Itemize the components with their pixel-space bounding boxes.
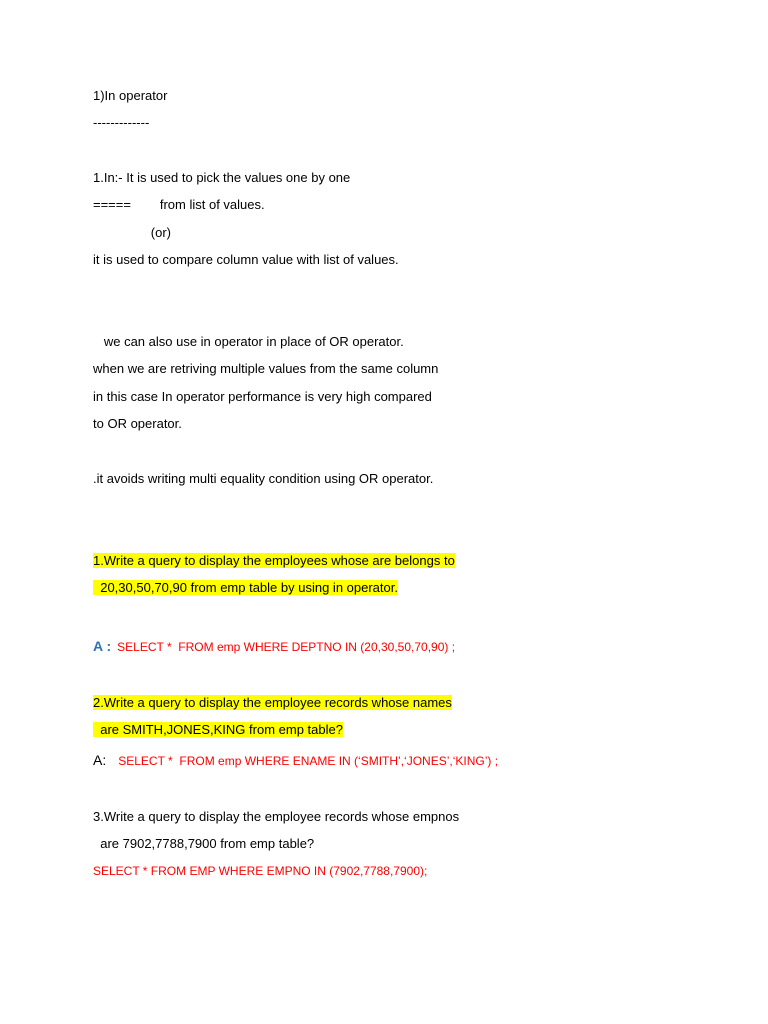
question-2-text-2: are SMITH,JONES,KING from emp table? — [93, 722, 343, 737]
question-2-line-1 — [93, 695, 452, 711]
question-3-line-1: 3.Write a query to display the employee records whose empnos — [93, 809, 460, 824]
answer-2-label: A: — [93, 752, 107, 768]
definition-line-3: it is used to compare column value with list of values. — [93, 252, 399, 267]
definition-line-1: 1.In:- It is used to pick the values one by one — [93, 170, 351, 185]
definition-or: (or) — [93, 225, 172, 240]
definition-line-2: ===== from list of values. — [93, 197, 265, 212]
answer-1 — [93, 638, 455, 655]
answer-3 — [93, 863, 427, 879]
question-2-line-2 — [93, 722, 343, 738]
answer-2 — [93, 752, 498, 769]
question-3-line-2: are 7902,7788,7900 from emp table? — [93, 836, 315, 851]
note-line-1: we can also use in operator in place of OR operator. — [93, 334, 404, 349]
answer-1-label: A : — [93, 638, 112, 654]
answer-1-sql: SELECT * FROM emp WHERE DEPTNO IN (20,30,50,70,90) ; — [117, 640, 456, 654]
question-1-line-2 — [93, 580, 398, 596]
note-line-2: when we are retriving multiple values from the same column — [93, 361, 439, 376]
answer-3-sql: SELECT * FROM EMP WHERE EMPNO IN (7902,7788,7900); — [93, 864, 428, 878]
note-line-4: to OR operator. — [93, 416, 182, 431]
section-title: 1)In operator — [93, 88, 168, 103]
title-underline: ------------- — [93, 115, 150, 130]
note-line-3: in this case In operator performance is very high compared — [93, 389, 432, 404]
question-1-text-2: 20,30,50,70,90 from emp table by using in operator. — [93, 580, 398, 595]
question-1-text-1: 1.Write a query to display the employees whose are belongs to — [93, 553, 455, 568]
question-2-text-1: 2.Write a query to display the employee records whose names — [93, 695, 452, 710]
note-line-5: .it avoids writing multi equality condition using OR operator. — [93, 471, 434, 486]
question-1-line-1 — [93, 553, 455, 569]
answer-2-sql: SELECT * FROM emp WHERE ENAME IN (‘SMITH’,‘JONES’,‘KING’) ; — [118, 754, 499, 768]
